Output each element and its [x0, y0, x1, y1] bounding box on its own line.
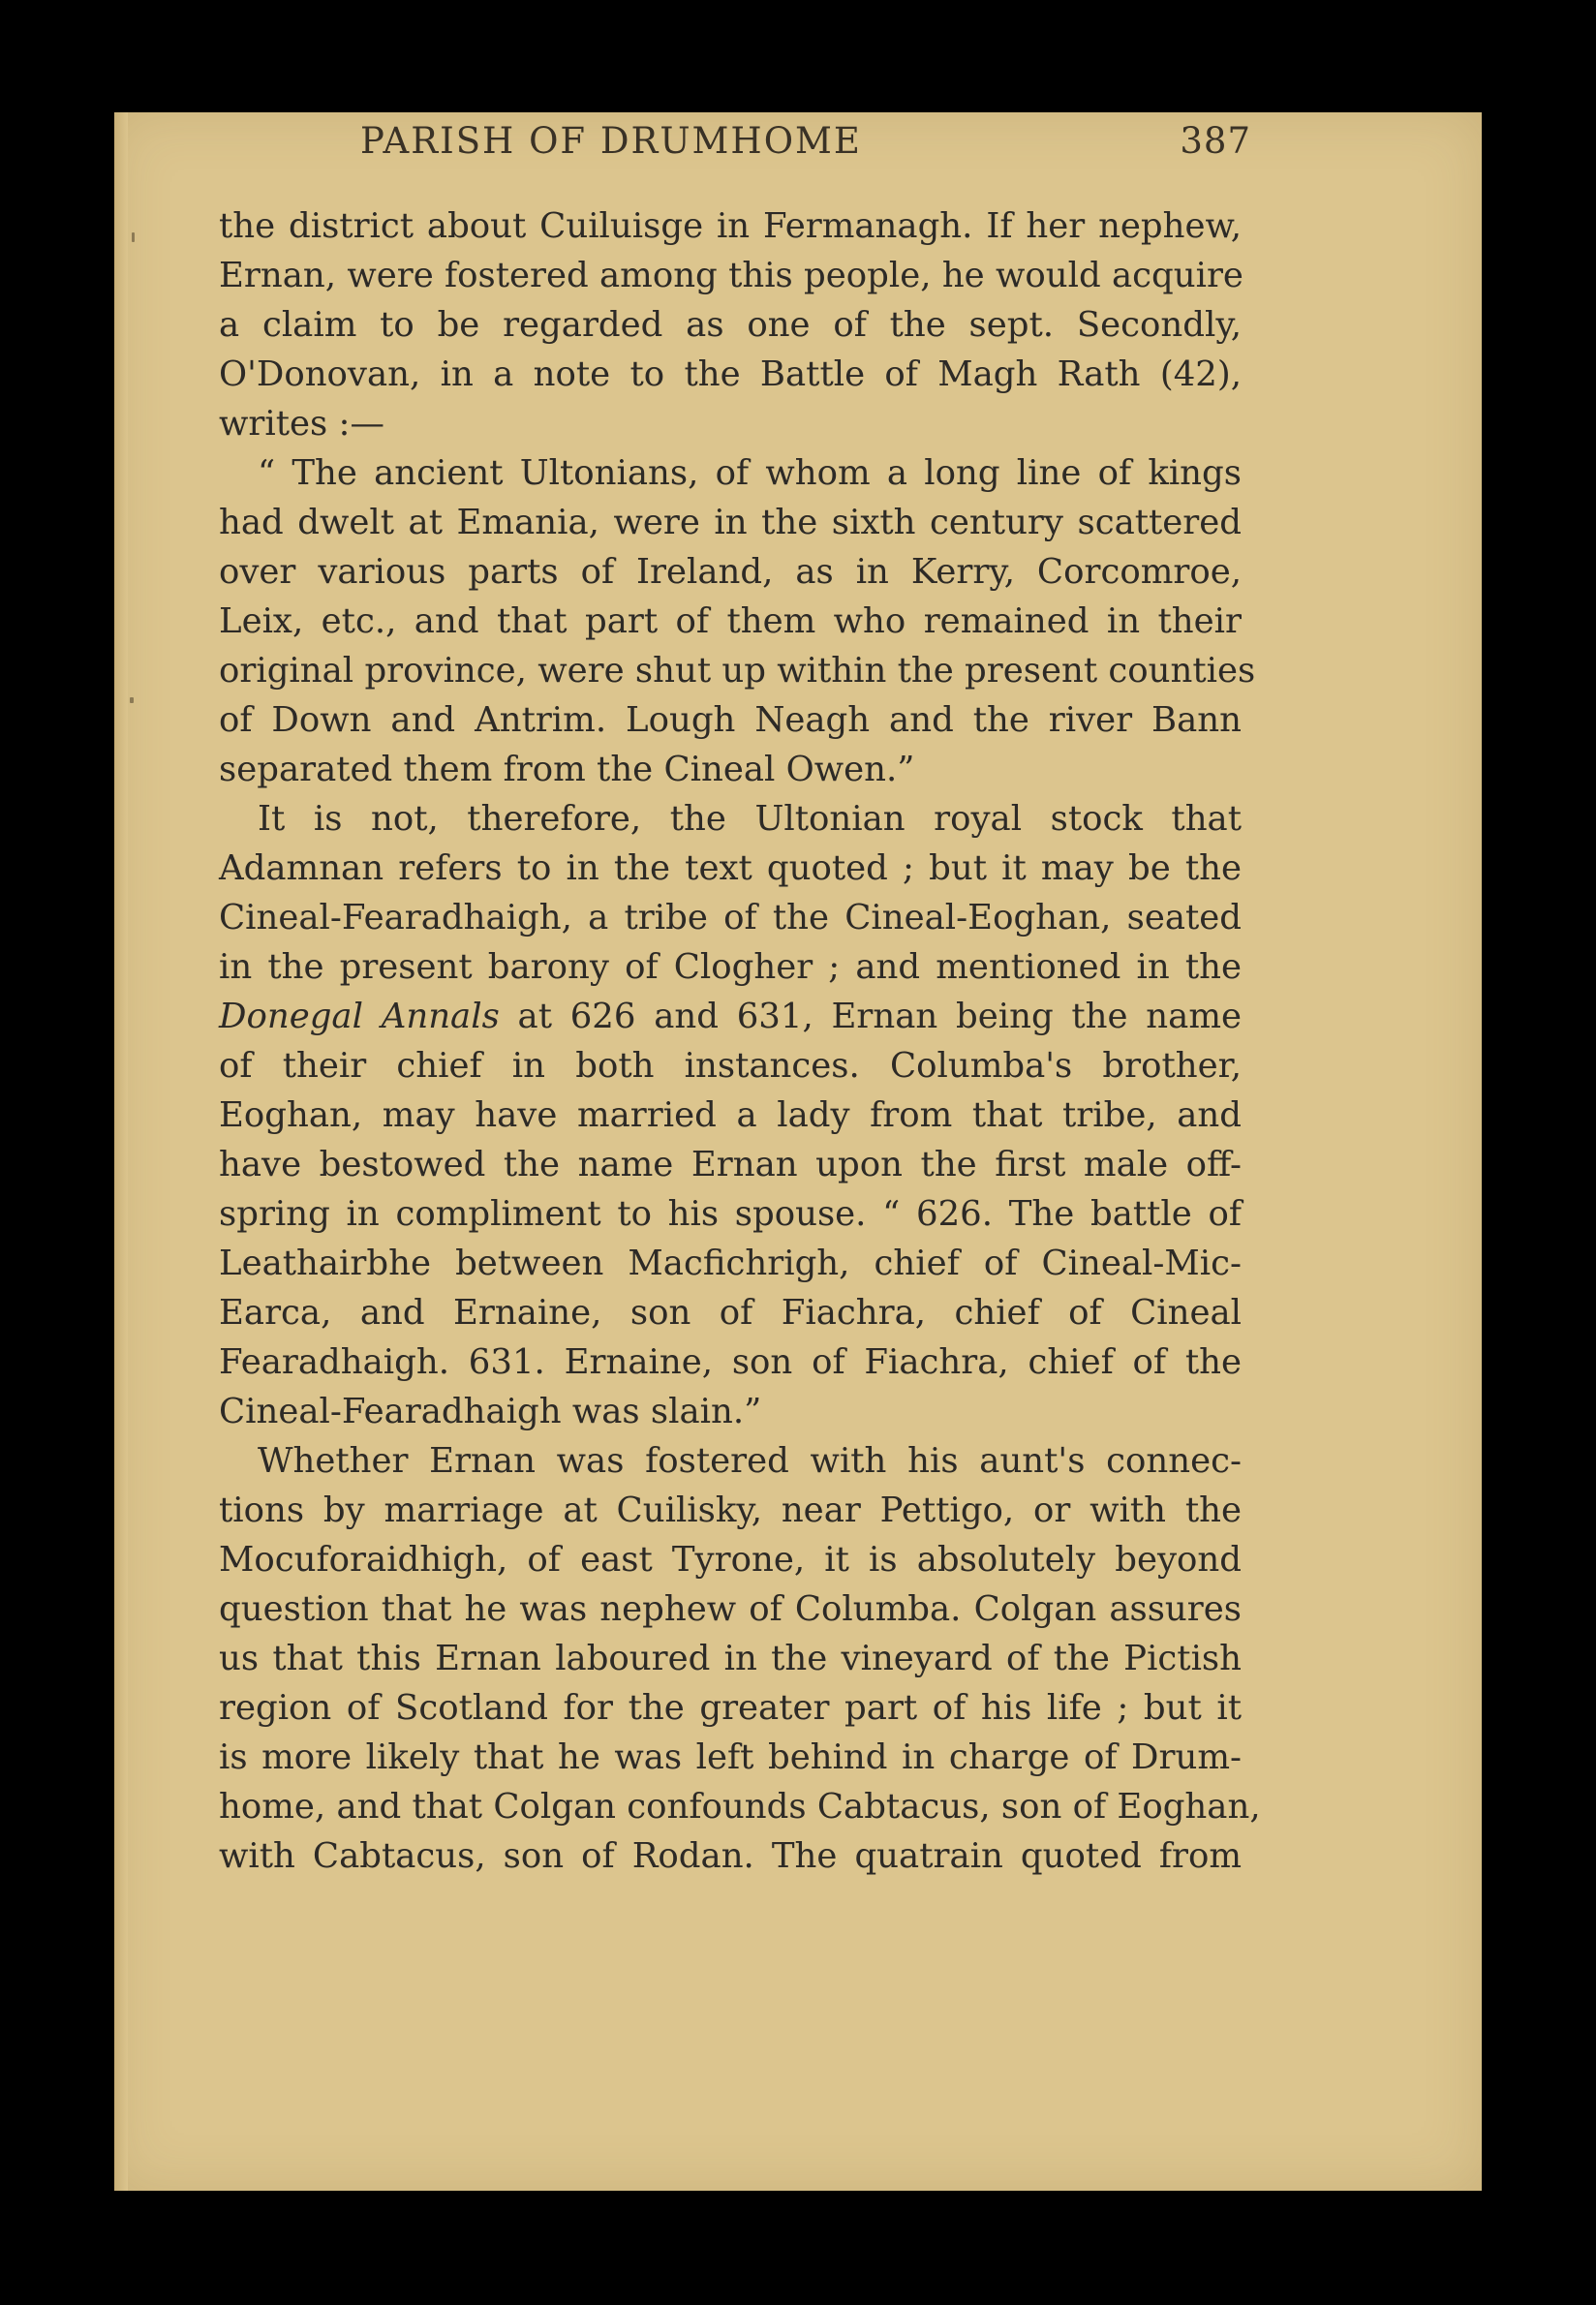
text-line: question that he was nephew of Columba. Colgan assures — [219, 1589, 1242, 1629]
text-line: in the present barony of Clogher ; and mentioned in the — [219, 947, 1242, 987]
text-line: Leathairbhe between Macfichrigh, chief of Cineal-Mic- — [219, 1244, 1242, 1283]
text-line: over various parts of Ireland, as in Kerry, Corcomroe, — [219, 552, 1242, 592]
text-line: region of Scotland for the greater part of his life ; but it — [219, 1688, 1242, 1728]
text-line: of Down and Antrim. Lough Neagh and the river Bann — [219, 700, 1242, 740]
text-line: Whether Ernan was fostered with his aunt's connec- — [258, 1441, 1242, 1481]
text-line: Cineal-Fearadhaigh was slain.” — [219, 1392, 762, 1431]
text-line: “ The ancient Ultonians, of whom a long line of kings — [258, 453, 1242, 493]
page-body — [219, 201, 1261, 1881]
text-line: of their chief in both instances. Columba's brother, — [219, 1046, 1242, 1086]
text-line: Earca, and Ernaine, son of Fiachra, chief of Cineal — [219, 1293, 1242, 1333]
text-line: have bestowed the name Ernan upon the first male off- — [219, 1145, 1242, 1184]
text-line: a claim to be regarded as one of the sept. Secondly, — [219, 305, 1242, 345]
text-line: Cineal-Fearadhaigh, a tribe of the Cineal-Eoghan, seated — [219, 898, 1242, 937]
page-gutter-edge — [114, 112, 128, 2191]
text-line: original province, were shut up within the present counties — [219, 651, 1256, 691]
paper-speck — [132, 232, 135, 242]
text-line-with-title — [219, 992, 1242, 1041]
text-line: Fearadhaigh. 631. Ernaine, son of Fiachra, chief of the — [219, 1342, 1242, 1382]
page-number: 387 — [1180, 120, 1251, 162]
text-line: separated them from the Cineal Owen.” — [219, 750, 915, 789]
paper-speck — [130, 697, 134, 703]
text-line: writes :— — [219, 404, 384, 444]
text-line: Leix, etc., and that part of them who remained in their — [219, 601, 1242, 641]
page-header — [360, 120, 1251, 178]
text-line-rest: at 626 and 631, Ernan being the name — [517, 997, 1242, 1036]
text-line: Eoghan, may have married a lady from that tribe, and — [219, 1095, 1242, 1135]
text-line: is more likely that he was left behind in charge of Drum- — [219, 1737, 1242, 1777]
text-line: tions by marriage at Cuilisky, near Pettigo, or with the — [219, 1491, 1242, 1530]
text-line: had dwelt at Emania, were in the sixth century scattered — [219, 503, 1242, 542]
text-line: spring in compliment to his spouse. “ 626. The battle of — [219, 1194, 1242, 1234]
running-head: PARISH OF DRUMHOME — [360, 120, 862, 162]
italic-title: Donegal Annals — [219, 997, 500, 1036]
text-line: Ernan, were fostered among this people, he would acquire — [219, 256, 1243, 295]
text-line: the district about Cuiluisge in Fermanagh. If her nephew, — [219, 206, 1242, 246]
text-line: Adamnan refers to in the text quoted ; but it may be the — [219, 848, 1242, 888]
text-line: home, and that Colgan confounds Cabtacus, son of Eoghan, — [219, 1787, 1261, 1827]
text-line: with Cabtacus, son of Rodan. The quatrain quoted from — [219, 1836, 1242, 1876]
text-line: us that this Ernan laboured in the vineyard of the Pictish — [219, 1639, 1242, 1678]
text-line: Mocuforaidhigh, of east Tyrone, it is absolutely beyond — [219, 1540, 1242, 1580]
text-line: O'Donovan, in a note to the Battle of Magh Rath (42), — [219, 354, 1242, 394]
text-line: It is not, therefore, the Ultonian royal stock that — [258, 799, 1242, 839]
